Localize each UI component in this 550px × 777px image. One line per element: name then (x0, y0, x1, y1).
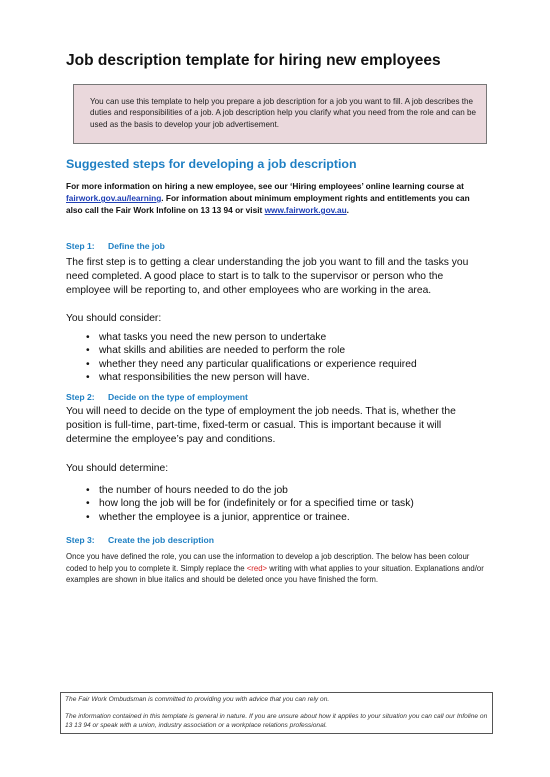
bullet-icon: • (86, 358, 90, 370)
bullet-icon: • (86, 511, 90, 523)
bullet-icon: • (86, 498, 90, 510)
list-item: • the number of hours needed to do the job (86, 485, 288, 496)
step1-lead: You should consider: (66, 313, 162, 324)
step2-heading (66, 392, 248, 402)
list-item: • how long the job will be for (indefinitely or for a specified time or task) (86, 498, 414, 510)
step2-lead: You should determine: (66, 463, 169, 474)
more-info-text-3: . (346, 205, 349, 215)
footer-disclaimer: The information contained in this template is general in nature. If you are unsure about how it applies to your situation you can call our Infoline on 13 13 94 or speak with a union, industry association or a workplace relations professional. (65, 713, 488, 730)
bullet-icon: • (86, 345, 90, 357)
page-title: Job description template for hiring new employees (66, 52, 441, 69)
bullet-icon: • (86, 332, 90, 343)
bullet-icon: • (86, 372, 90, 384)
red-tag-sample: <red> (246, 563, 268, 573)
step1-paragraph: The first step is to getting a clear understanding the job you want to fill and the tasks you need completed. A good place to start is to talk to the supervisor or person who the employee will be reporting to, and other employees who are working in the area. (66, 257, 469, 296)
bullet-icon: • (86, 485, 90, 496)
list-item: • what tasks you need the new person to undertake (86, 332, 327, 343)
section-heading: Suggested steps for developing a job description (66, 157, 357, 171)
step1-title: Define the job (108, 241, 165, 251)
step2-paragraph: You will need to decide on the type of employment the job needs. That is, whether the position is full-time, part-time, fixed-term or casual. This is important because it will determine the employee’s pay and conditions. (66, 406, 456, 445)
more-info-text-2: . For information about minimum employment rights and entitlements you can also call the Fair Work Infoline on 13 13 94 or visit (66, 193, 470, 215)
step2-bullet-list (66, 484, 414, 524)
fairwork-learning-link[interactable]: fairwork.gov.au/learning (66, 193, 162, 203)
step1-heading (66, 241, 165, 251)
step2-number: Step 2: (66, 392, 95, 402)
step1-bullet-list (66, 331, 417, 385)
more-info-paragraph (66, 180, 486, 216)
more-info-text-1: For more information on hiring a new employee, see our ‘Hiring employees’ online learning course at (66, 181, 464, 191)
list-item: • whether they need any particular qualifications or experience required (86, 358, 417, 370)
list-item: • what responsibilities the new person will have. (86, 372, 310, 384)
footer-commitment: The Fair Work Ombudsman is committed to providing you with advice that you can rely on. (65, 696, 330, 703)
step3-heading (66, 535, 214, 545)
fairwork-website-link[interactable]: www.fairwork.gov.au (264, 205, 347, 215)
intro-text: You can use this template to help you prepare a job description for a job you want to fill. A job describes the duties and responsibilities of a job. A job description help you clarify what you need from the role and can be used as the basis to develop your job advertisement. (90, 97, 477, 129)
step3-number: Step 3: (66, 535, 95, 545)
step3-paragraph: Once you have defined the role, you can use the information to develop a job description. The below has been colour coded to help you to complete it. Simply replace the <red> writing with what applies to your situation. Explanations and/or examples are shown in blue italics and should be deleted once you have finished the form. (66, 552, 484, 585)
step2-title: Decide on the type of employment (108, 392, 248, 402)
step1-number: Step 1: (66, 241, 95, 251)
step3-title: Create the job description (108, 535, 215, 545)
list-item: • what skills and abilities are needed to perform the role (86, 345, 346, 357)
list-item: • whether the employee is a junior, apprentice or trainee. (86, 511, 350, 523)
